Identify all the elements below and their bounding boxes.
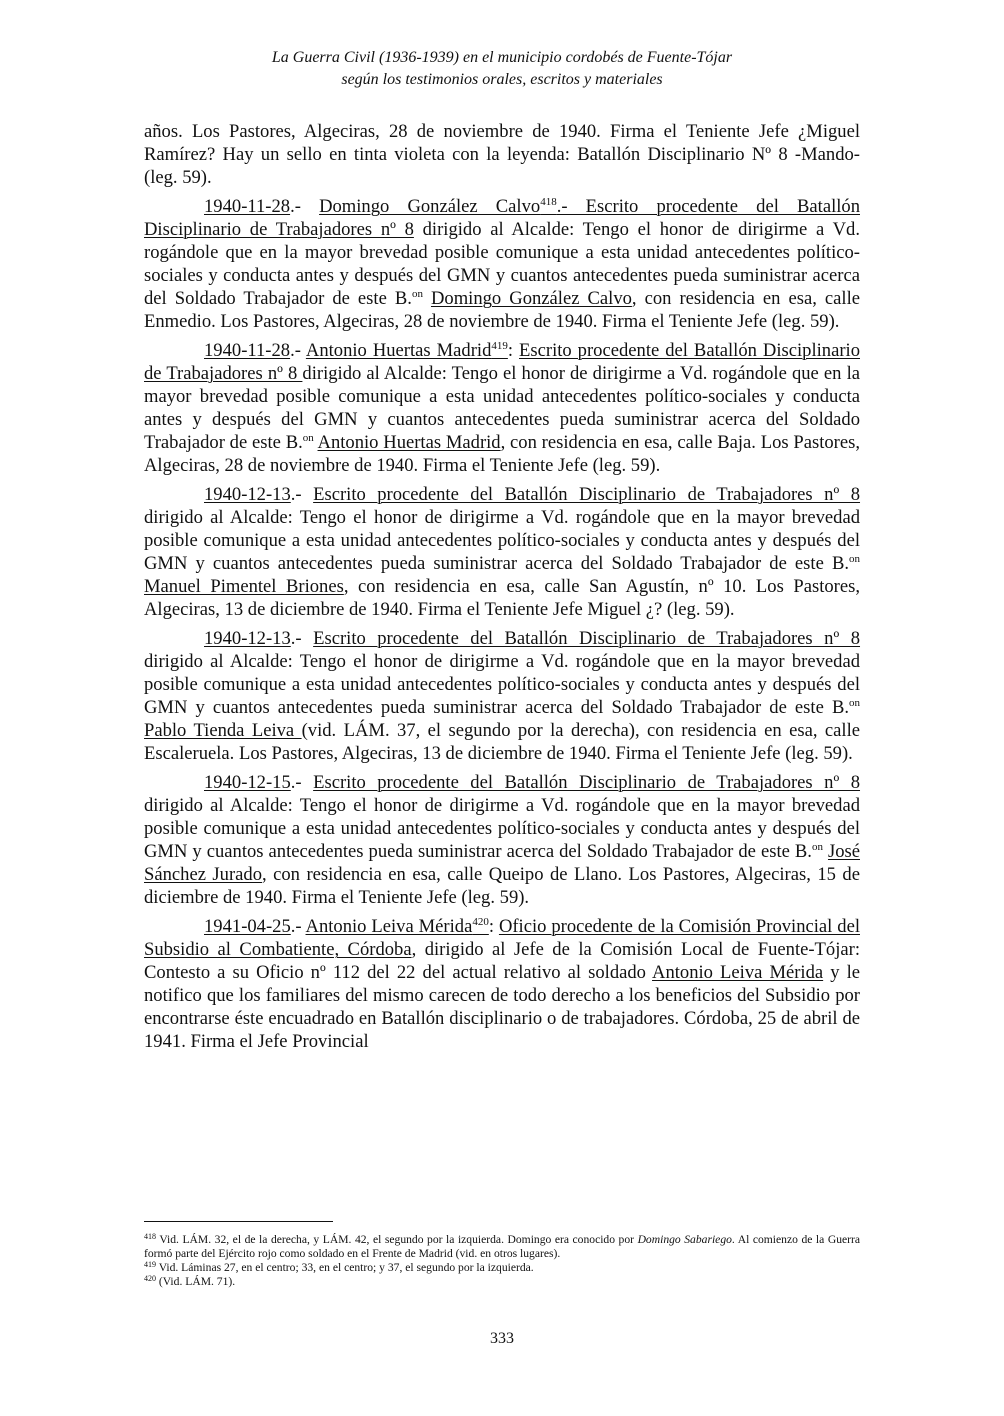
footnote-number: 419 (144, 1260, 156, 1269)
footnote-418: $^{418}$ Vid. LÁM. 32, el de la derecha, y LÁM. 42, el segundo por la izquierda. Domingo era conocido por Domingo Sabariego. Al comienzo de la Guerra formó parte del Ejército rojo como soldado en el Frente de Madrid (vid. en otros lugares). (144, 1232, 861, 1260)
entry-date: 1940-11-28 (204, 340, 291, 361)
entry-source: Escrito procedente del Batallón Disciplinario de Trabajadores nº 8 (313, 628, 861, 649)
footnotes (144, 1233, 860, 1289)
entry-1940-11-28-a: 1940-11-28.- Domingo González Calvo$^{418}$.- Escrito procedente del Batallón Disciplinario de Trabajadores nº 8 dirigido al Alcalde: Tengo el honor de dirigirme a Vd. rogándole que en la mayor brevedad posible comunique a esta unidad antecedentes político-sociales y conducta antes y después del GMN y cuantos antecedentes pueda suministrar acerca del Soldado Trabajador de este B.$^{on}$ Domingo González Calvo, con residencia en esa, calle Enmedio. Los Pastores, Algeciras, 28 de noviembre de 1940. Firma el Teniente Jefe (leg. 59). (144, 196, 861, 332)
header-subtitle: según los testimonios orales, escritos y materiales (341, 71, 663, 88)
entry-person: Domingo González Calvo$^{418}$.- Escrito procedente del Batallón Disciplinario de Trabajadores nº 8 (144, 196, 860, 240)
running-header (0, 47, 1004, 91)
footnote-420: $^{420}$ (Vid. LÁM. 71). (144, 1274, 236, 1288)
entry-date: 1940-12-15 (204, 772, 291, 793)
entry-date: 1940-12-13 (204, 628, 291, 649)
footnote-ref: 418 (540, 196, 557, 208)
footnote-419: $^{419}$ Vid. Láminas 27, en el centro; 33, en el centro; y 37, el segundo por la izquierda. (144, 1260, 534, 1274)
entry-1940-12-15: 1940-12-15.- Escrito procedente del Batallón Disciplinario de Trabajadores nº 8 dirigido al Alcalde: Tengo el honor de dirigirme a Vd. rogándole que en la mayor brevedad posible comunique a esta unidad antecedentes político-sociales y conducta antes y después del GMN y cuantos antecedentes pueda suministrar acerca del Soldado Trabajador de este B.$^{on}$ José Sánchez Jurado, con residencia en esa, calle Queipo de Llano. Los Pastores, Algeciras, 15 de diciembre de 1940. Firma el Teniente Jefe (leg. 59). (144, 772, 861, 908)
entry-1940-11-28-b: 1940-11-28.- Antonio Huertas Madrid$^{419}$: Escrito procedente del Batallón Disciplinario de Trabajadores nº 8 dirigido al Alcalde: Tengo el honor de dirigirme a Vd. rogándole que en la mayor brevedad posible comunique a esta unidad antecedentes político-sociales y conducta antes y después del GMN y cuantos antecedentes pueda suministrar acerca del Soldado Trabajador de este B.$^{on}$ Antonio Huertas Madrid, con residencia en esa, calle Baja. Los Pastores, Algeciras, 28 de noviembre de 1940. Firma el Teniente Jefe (leg. 59). (144, 340, 861, 476)
entry-source: Escrito procedente del Batallón Disciplinario de Trabajadores nº 8 (144, 340, 860, 384)
entry-soldier-name: Pablo Tienda Leiva (144, 720, 302, 741)
entry-soldier-name: Antonio Huertas Madrid (317, 432, 501, 453)
entry-date: 1940-11-28 (204, 196, 291, 217)
footnote-ref: 419 (491, 340, 508, 352)
entry-soldier-name: Domingo González Calvo (430, 288, 632, 309)
entry-1940-12-13-b: 1940-12-13.- Escrito procedente del Batallón Disciplinario de Trabajadores nº 8 dirigido al Alcalde: Tengo el honor de dirigirme a Vd. rogándole que en la mayor brevedad posible comunique a esta unidad antecedentes político-sociales y conducta antes y después del GMN y cuantos antecedentes pueda suministrar acerca del Soldado Trabajador de este B.$^{on}$ Pablo Tienda Leiva (vid. LÁM. 37, el segundo por la derecha), con residencia en esa, calle Escaleruela. Los Pastores, Algeciras, 13 de diciembre de 1940. Firma el Teniente Jefe (leg. 59). (144, 628, 861, 764)
entry-1940-12-13-a: 1940-12-13.- Escrito procedente del Batallón Disciplinario de Trabajadores nº 8 dirigido al Alcalde: Tengo el honor de dirigirme a Vd. rogándole que en la mayor brevedad posible comunique a esta unidad antecedentes político-sociales y conducta antes y después del GMN y cuantos antecedentes pueda suministrar acerca del Soldado Trabajador de este B.$^{on}$ Manuel Pimentel Briones, con residencia en esa, calle San Agustín, nº 10. Los Pastores, Algeciras, 13 de diciembre de 1940. Firma el Teniente Jefe Miguel ¿? (leg. 59). (144, 484, 861, 620)
entry-date: 1941-04-25 (204, 916, 291, 937)
page-number: 333 (490, 1330, 514, 1347)
body-text (144, 120, 860, 1059)
entry-person: Antonio Leiva Mérida$^{420}$ (305, 916, 489, 937)
footnote-ref: 420 (472, 916, 489, 928)
continuation-paragraph: años. Los Pastores, Algeciras, 28 de noviembre de 1940. Firma el Teniente Jefe ¿Miguel Ramírez? Hay un sello en tinta violeta con la leyenda: Batallón Disciplinario Nº 8 -Mando- (leg. 59). (144, 121, 860, 188)
entry-soldier-name: Manuel Pimentel Briones (144, 576, 344, 597)
entry-date: 1940-12-13 (204, 484, 291, 505)
entry-soldier-name: Antonio Leiva Mérida (652, 962, 824, 983)
footnote-divider (144, 1221, 333, 1222)
entry-person: Antonio Huertas Madrid$^{419}$ (305, 340, 508, 361)
footnote-number: 420 (144, 1274, 156, 1283)
footnote-number: 418 (144, 1232, 156, 1241)
entry-source: Escrito procedente del Batallón Disciplinario de Trabajadores nº 8 (313, 484, 861, 505)
header-title: La Guerra Civil (1936-1939) en el municipio cordobés de Fuente-Tójar (271, 49, 733, 66)
entry-soldier-name: José Sánchez Jurado (144, 841, 860, 885)
entry-source: Escrito procedente del Batallón Disciplinario de Trabajadores nº 8 (313, 772, 861, 793)
entry-1941-04-25: 1941-04-25.- Antonio Leiva Mérida$^{420}$: Oficio procedente de la Comisión Provincial del Subsidio al Combatiente, Córdoba, dirigido al Jefe de la Comisión Local de Fuente-Tójar: Contesto a su Oficio nº 112 del 22 del actual relativo al soldado Antonio Leiva Mérida y le notifico que los familiares del mismo carecen de todo derecho a los beneficios del Subsidio por encontrarse éste encuadrado en Batallón disciplinario o de trabajadores. Córdoba, 25 de abril de 1941. Firma el Jefe Provincial (144, 916, 860, 1052)
entry-source: Oficio procedente de la Comisión Provincial del Subsidio al Combatiente, Córdoba (144, 916, 860, 960)
